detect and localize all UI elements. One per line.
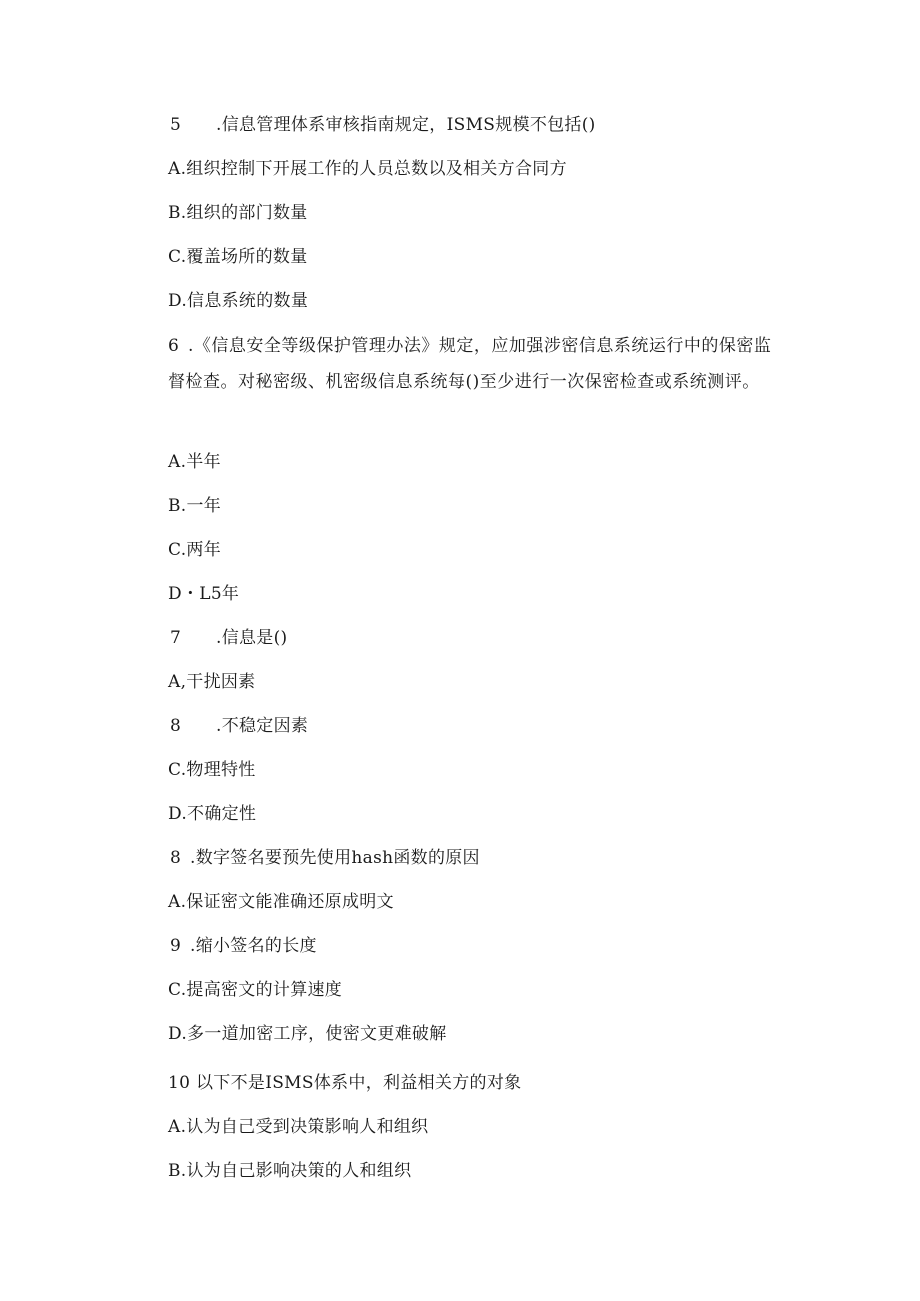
question-9	[170, 935, 317, 957]
option-c: C.提高密文的计算速度	[168, 980, 343, 1000]
question-number: 8	[170, 848, 182, 868]
question-number: 6	[168, 336, 180, 356]
option-d: D・L5年	[168, 584, 240, 604]
question-number: 9	[170, 936, 182, 956]
option-c: C.物理特性	[168, 760, 256, 780]
question-number: 10	[168, 1073, 191, 1093]
option-b: B.组织的部门数量	[168, 203, 308, 223]
question-number: 8	[170, 716, 182, 736]
question-5	[170, 114, 596, 136]
question-7	[170, 627, 287, 649]
option-c: C.两年	[168, 540, 222, 560]
option-a: A.半年	[168, 452, 221, 472]
question-6	[168, 328, 788, 400]
question-text: .数字签名要预先使用hash函数的原因	[190, 848, 480, 868]
question-8-misnumbered	[170, 715, 308, 737]
option-d: D.信息系统的数量	[168, 291, 309, 311]
question-8	[170, 847, 480, 869]
question-text: .不稳定因素	[216, 716, 309, 736]
option-b: B.一年	[168, 496, 222, 516]
option-a: A.组织控制下开展工作的人员总数以及相关方合同方	[168, 159, 567, 179]
question-text: .信息是()	[216, 628, 288, 648]
question-10	[168, 1072, 521, 1094]
option-a: A.认为自己受到决策影响人和组织	[168, 1117, 429, 1137]
option-d: D.多一道加密工序，使密文更难破解	[168, 1024, 447, 1044]
question-number: 7	[170, 628, 182, 648]
question-number: 5	[170, 115, 182, 135]
option-b: B.认为自己影响决策的人和组织	[168, 1161, 412, 1181]
question-text: .信息管理体系审核指南规定，ISMS规模不包括()	[216, 115, 596, 135]
option-a: A.保证密文能准确还原成明文	[168, 892, 394, 912]
option-d: D.不确定性	[168, 804, 257, 824]
question-text: 以下不是ISMS体系中，利益相关方的对象	[196, 1073, 522, 1093]
option-a: A,干扰因素	[168, 672, 256, 692]
option-c: C.覆盖场所的数量	[168, 247, 308, 267]
question-text: .《信息安全等级保护管理办法》规定，应加强涉密信息系统运行中的保密监督检查。对秘密级、机密级信息系统每()至少进行一次保密检查或系统测评。	[168, 336, 772, 392]
question-text: .缩小签名的长度	[190, 936, 317, 956]
